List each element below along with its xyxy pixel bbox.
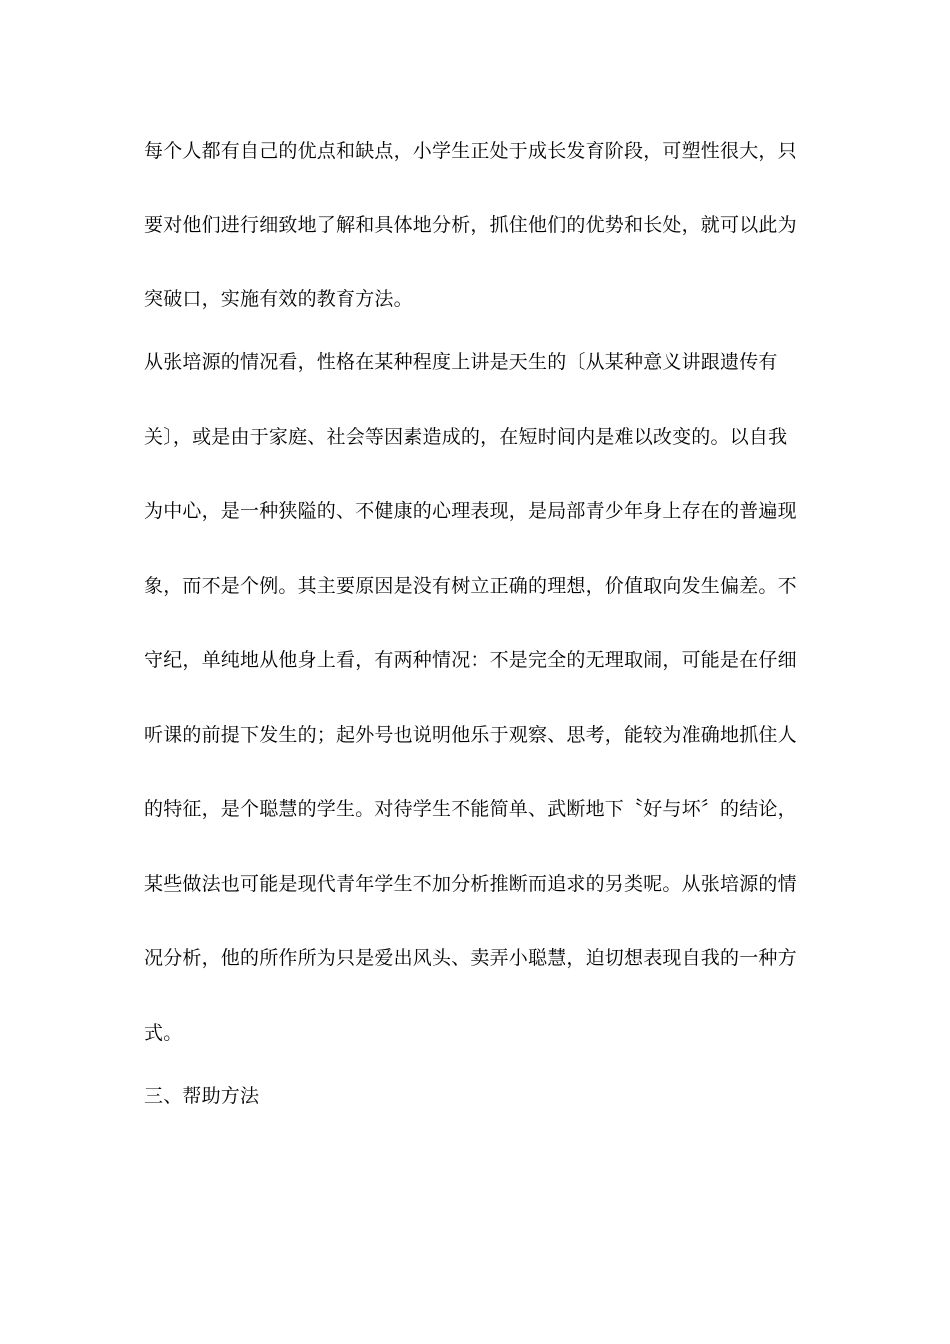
text-line: 要对他们进行细致地了解和具体地分析，抓住他们的优势和长处，就可以此为	[144, 214, 797, 236]
section-heading: 三、帮助方法	[144, 1085, 260, 1107]
text-line: 式。	[144, 1022, 183, 1044]
text-line: 为中心，是一种狭隘的、不健康的心理表现，是局部青少年身上存在的普遍现	[144, 500, 797, 522]
text-line: 守纪，单纯地从他身上看，有两种情况：不是完全的无理取闹，可能是在仔细	[144, 649, 797, 671]
text-line: 从张培源的情况看，性格在某种程度上讲是天生的〔从某种意义讲跟遗传有	[144, 351, 778, 373]
text-line: 某些做法也可能是现代青年学生不加分析推断而追求的另类呢。从张培源的情	[144, 873, 797, 895]
text-line: 况分析，他的所作所为只是爱出风头、卖弄小聪慧，迫切想表现自我的一种方	[144, 947, 797, 969]
text-line: 听课的前提下发生的；起外号也说明他乐于观察、思考，能较为准确地抓住人	[144, 724, 797, 746]
text-line: 突破口，实施有效的教育方法。	[144, 288, 413, 310]
text-line: 象，而不是个例。其主要原因是没有树立正确的理想，价值取向发生偏差。不	[144, 575, 797, 597]
text-line: 的特征，是个聪慧的学生。对待学生不能简单、武断地下〝好与坏〞的结论，	[144, 798, 797, 820]
text-line: 每个人都有自己的优点和缺点，小学生正处于成长发育阶段，可塑性很大，只	[144, 140, 797, 162]
text-line: 关〕，或是由于家庭、社会等因素造成的，在短时间内是难以改变的。以自我	[144, 426, 788, 448]
